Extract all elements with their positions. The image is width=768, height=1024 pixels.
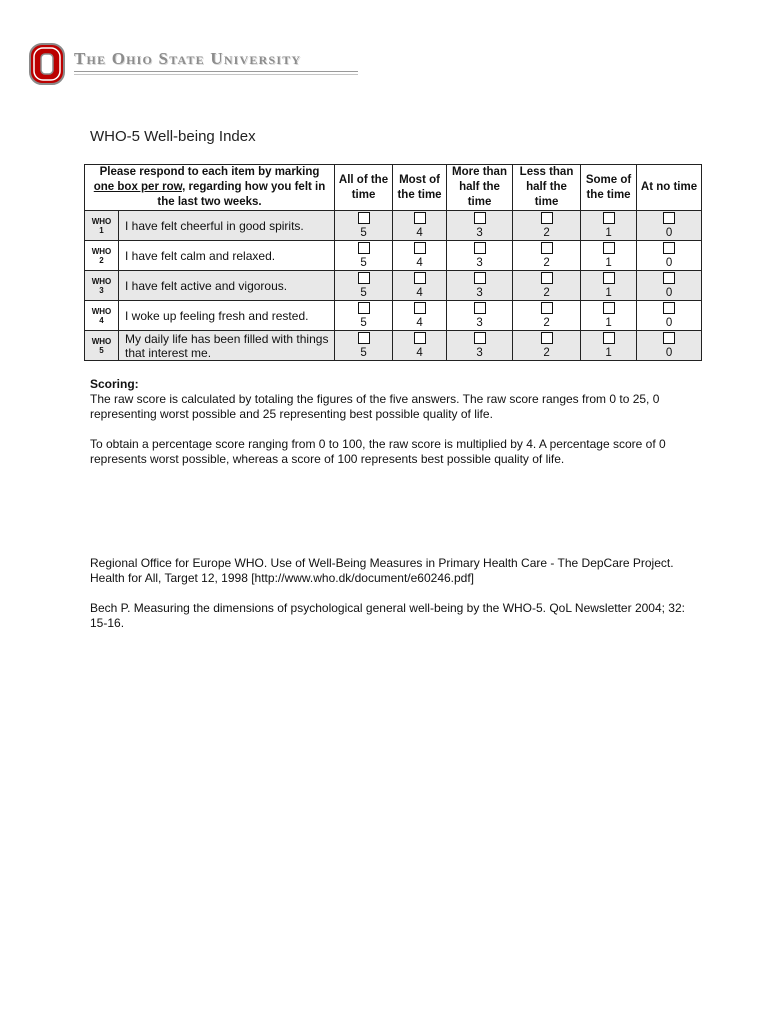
table-row (85, 301, 702, 331)
instruction-cell (85, 165, 335, 211)
item-code (85, 301, 119, 331)
response-checkbox[interactable] (663, 332, 675, 344)
column-header: Some of the time (581, 165, 637, 211)
response-option (581, 331, 637, 361)
response-option (513, 271, 581, 301)
response-checkbox[interactable] (603, 242, 615, 254)
column-header: At no time (637, 165, 702, 211)
response-option (513, 241, 581, 271)
response-option (637, 331, 702, 361)
response-option (393, 271, 447, 301)
response-option (335, 241, 393, 271)
response-option (581, 301, 637, 331)
response-option (335, 301, 393, 331)
response-score: 5 (360, 347, 367, 359)
response-checkbox[interactable] (414, 272, 426, 284)
response-option (447, 331, 513, 361)
response-score: 5 (360, 257, 367, 269)
item-code-number: 5 (99, 345, 104, 355)
response-checkbox[interactable] (474, 272, 486, 284)
table-row (85, 241, 702, 271)
response-checkbox[interactable] (358, 272, 370, 284)
instruction-text-end: regarding how you felt in the last two weeks. (157, 181, 326, 208)
instruction-underlined: one box per row, (93, 181, 186, 193)
item-code-prefix: WHO (91, 246, 112, 256)
document-title: WHO-5 Well-being Index (90, 128, 256, 145)
item-code (85, 241, 119, 271)
item-code-number: 1 (99, 225, 104, 235)
response-option (447, 211, 513, 241)
table-header-row (85, 165, 702, 211)
response-option (581, 271, 637, 301)
header-rule-secondary (74, 74, 358, 75)
block-o-logo-icon (29, 43, 65, 85)
response-checkbox[interactable] (414, 332, 426, 344)
header-rule (74, 71, 358, 72)
response-checkbox[interactable] (541, 332, 553, 344)
scoring-paragraph: The raw score is calculated by totaling the figures of the five answers. The raw score ranges from 0 to 25, 0 representing worst possible and 25 representing best possible quality of life. (90, 392, 660, 421)
response-option (393, 241, 447, 271)
table-row (85, 271, 702, 301)
response-score: 3 (476, 257, 483, 269)
response-checkbox[interactable] (474, 332, 486, 344)
table-row (85, 211, 702, 241)
item-code-prefix: WHO (91, 276, 112, 286)
response-option (581, 241, 637, 271)
response-score: 3 (476, 347, 483, 359)
scoring-section (90, 377, 690, 482)
response-score: 1 (605, 227, 612, 239)
response-option (513, 211, 581, 241)
response-checkbox[interactable] (414, 242, 426, 254)
response-option (513, 331, 581, 361)
response-score: 0 (665, 347, 673, 359)
response-checkbox[interactable] (541, 302, 553, 314)
table-row (85, 331, 702, 361)
response-score: 0 (665, 257, 673, 269)
response-checkbox[interactable] (663, 212, 675, 224)
column-header: All of the time (335, 165, 393, 211)
response-checkbox[interactable] (663, 272, 675, 284)
response-option (393, 301, 447, 331)
response-checkbox[interactable] (474, 242, 486, 254)
response-checkbox[interactable] (358, 302, 370, 314)
response-score: 2 (543, 317, 550, 329)
who5-questionnaire-table (84, 164, 702, 361)
response-option (393, 211, 447, 241)
response-score: 3 (476, 317, 483, 329)
response-score: 1 (605, 287, 612, 299)
response-checkbox[interactable] (358, 212, 370, 224)
response-option (335, 331, 393, 361)
response-score: 5 (360, 227, 367, 239)
response-score: 2 (543, 227, 550, 239)
response-score: 3 (476, 227, 483, 239)
response-score: 1 (605, 317, 612, 329)
response-score: 3 (476, 287, 483, 299)
response-score: 2 (543, 287, 550, 299)
response-checkbox[interactable] (541, 272, 553, 284)
response-option (513, 301, 581, 331)
item-code (85, 211, 119, 241)
response-score: 1 (605, 347, 612, 359)
response-score: 1 (605, 257, 612, 269)
scoring-heading: Scoring: (90, 377, 139, 391)
references-section (90, 556, 690, 646)
response-score: 4 (416, 347, 423, 359)
response-score: 4 (416, 317, 423, 329)
reference-entry: Regional Office for Europe WHO. Use of Well-Being Measures in Primary Health Care - The DepCare Project. Health for All, Target 12, 1998 [http://www.who.dk/document/e60246.pdf] (90, 556, 674, 585)
instruction-text: Please respond to each item by marking (99, 166, 320, 178)
response-score: 0 (665, 227, 673, 239)
item-text: My daily life has been filled with things that interest me. (119, 331, 335, 361)
response-score: 5 (360, 317, 367, 329)
response-score: 4 (416, 227, 423, 239)
item-text: I have felt active and vigorous. (119, 271, 335, 301)
response-checkbox[interactable] (603, 332, 615, 344)
item-text: I have felt cheerful in good spirits. (119, 211, 335, 241)
reference-entry: Bech P. Measuring the dimensions of psychological general well-being by the WHO-5. QoL Newsletter 2004; 32: 15-16. (90, 601, 685, 630)
response-score: 2 (543, 257, 550, 269)
response-option (637, 271, 702, 301)
response-checkbox[interactable] (603, 272, 615, 284)
response-option (447, 241, 513, 271)
item-text: I have felt calm and relaxed. (119, 241, 335, 271)
university-name: The Ohio State University (74, 49, 302, 68)
item-code-prefix: WHO (91, 306, 112, 316)
item-code-number: 4 (99, 315, 104, 325)
response-checkbox[interactable] (358, 332, 370, 344)
response-score: 4 (416, 287, 423, 299)
response-score: 4 (416, 257, 423, 269)
response-checkbox[interactable] (474, 302, 486, 314)
response-score: 0 (665, 287, 673, 299)
response-option (335, 271, 393, 301)
column-header: Most of the time (393, 165, 447, 211)
response-checkbox[interactable] (414, 302, 426, 314)
response-option (637, 211, 702, 241)
column-header: Less than half the time (513, 165, 581, 211)
response-checkbox[interactable] (414, 212, 426, 224)
response-option (447, 271, 513, 301)
response-option (637, 241, 702, 271)
response-option (447, 301, 513, 331)
response-checkbox[interactable] (541, 212, 553, 224)
item-code-prefix: WHO (91, 336, 112, 346)
item-code-number: 2 (99, 255, 104, 265)
response-checkbox[interactable] (541, 242, 553, 254)
response-score: 0 (665, 317, 673, 329)
response-score: 2 (543, 347, 550, 359)
item-code (85, 331, 119, 361)
response-checkbox[interactable] (358, 242, 370, 254)
item-code (85, 271, 119, 301)
column-header: More than half the time (447, 165, 513, 211)
response-option (393, 331, 447, 361)
item-code-number: 3 (99, 285, 104, 295)
university-header (29, 43, 349, 85)
response-option (335, 211, 393, 241)
response-score: 5 (360, 287, 367, 299)
response-checkbox[interactable] (663, 302, 675, 314)
response-option (581, 211, 637, 241)
scoring-paragraph: To obtain a percentage score ranging from 0 to 100, the raw score is multiplied by 4. A percentage score of 0 represents worst possible, whereas a score of 100 represents best possible quality of life. (90, 437, 666, 466)
response-checkbox[interactable] (603, 302, 615, 314)
response-checkbox[interactable] (474, 212, 486, 224)
response-option (637, 301, 702, 331)
item-code-prefix: WHO (91, 216, 112, 226)
item-text: I woke up feeling fresh and rested. (119, 301, 335, 331)
response-checkbox[interactable] (663, 242, 675, 254)
response-checkbox[interactable] (603, 212, 615, 224)
